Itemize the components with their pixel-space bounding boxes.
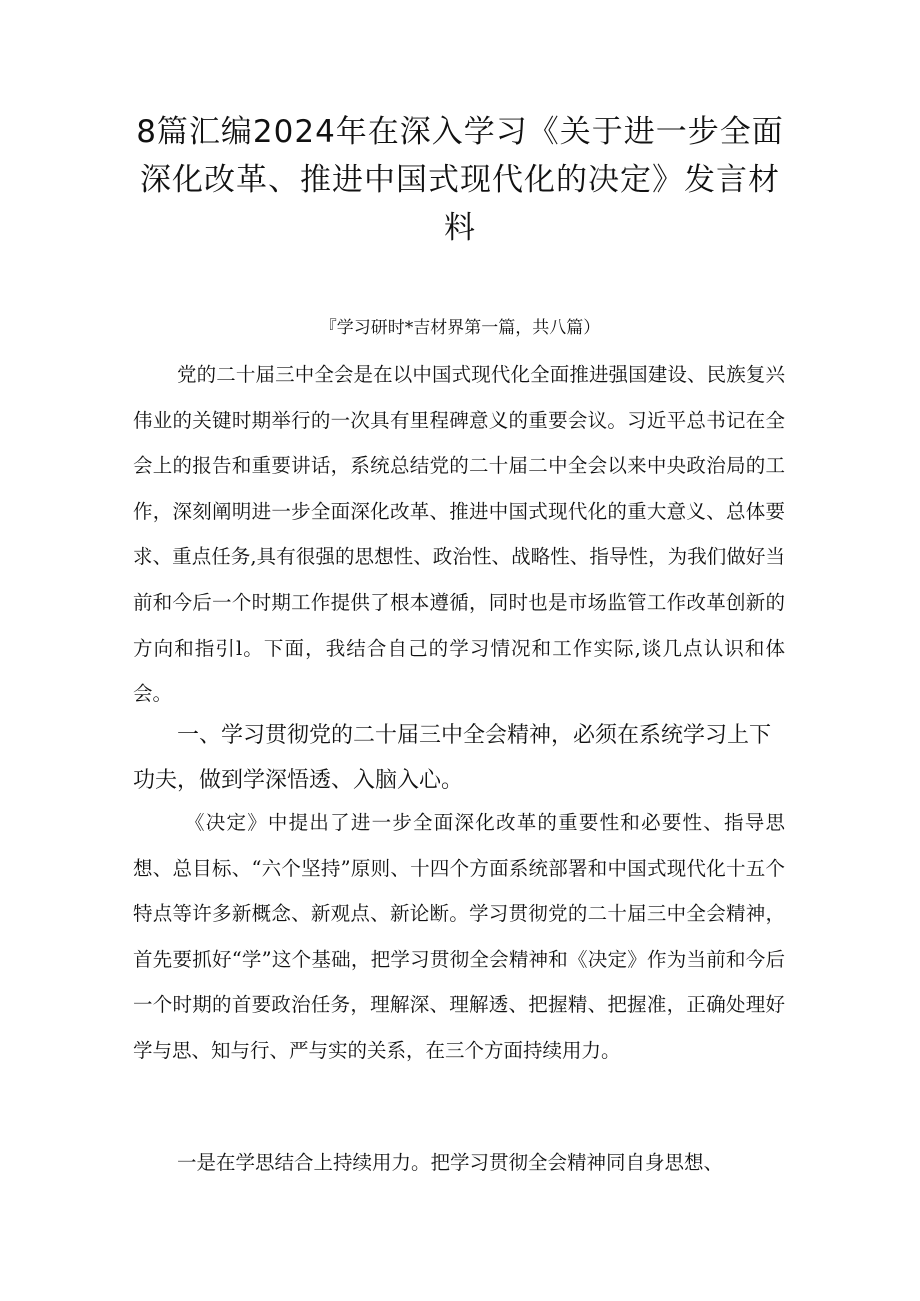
- document-title: 8篇汇编2024年在深入学习《关于进一步全面深化改革、推进中国式现代化的决定》发言材料: [136, 114, 784, 246]
- paragraph-intro: 党的二十届三中全会是在以中国式现代化全面推进强国建设、民族复兴伟业的关键时期举行的一次具有里程碑意义的重要会议。习近平总书记在全会上的报告和重要讲话，系统总结党的二十届二中全会以来中央政治局的工作，深刻阐明进一步全面深化改革、推进中国式现代化的重大意义、总体要求、重点任务,具有很强的思想性、政治性、战略性、指导性，为我们做好当前和今后一个时期工作提供了根本遵循，同时也是市场监管工作改革创新的方向和指引l。下面，我结合自己的学习情况和工作实际,谈几点认识和体会。: [133, 363, 785, 706]
- paragraph-section-1: 《决定》中提出了进一步全面深化改革的重要性和必要性、指导思想、总目标、“六个坚持”原则、十四个方面系统部署和中国式现代化十五个特点等许多新概念、新观点、新论断。学习贯彻党的二十届三中全会精神，首先要抓好“学”这个基础，把学习贯彻全会精神和《决定》作为当前和今后一个时期的首要政治任务，理解深、理解透、把握精、把握准，正确处理好学与思、知与行、严与实的关系，在三个方面持续用力。: [133, 811, 785, 1062]
- section-heading-1: 一、学习贯彻党的二十届三中全会精神，必须在系统学习上下功夫，做到学深悟透、入脑入心。: [133, 723, 772, 793]
- document-subtitle: 『学习研时*吉材界第一篇，共八篇）: [319, 318, 601, 338]
- paragraph-point-1: 一是在学思结合上持续用力。把学习贯彻全会精神同自身思想、: [177, 1151, 724, 1174]
